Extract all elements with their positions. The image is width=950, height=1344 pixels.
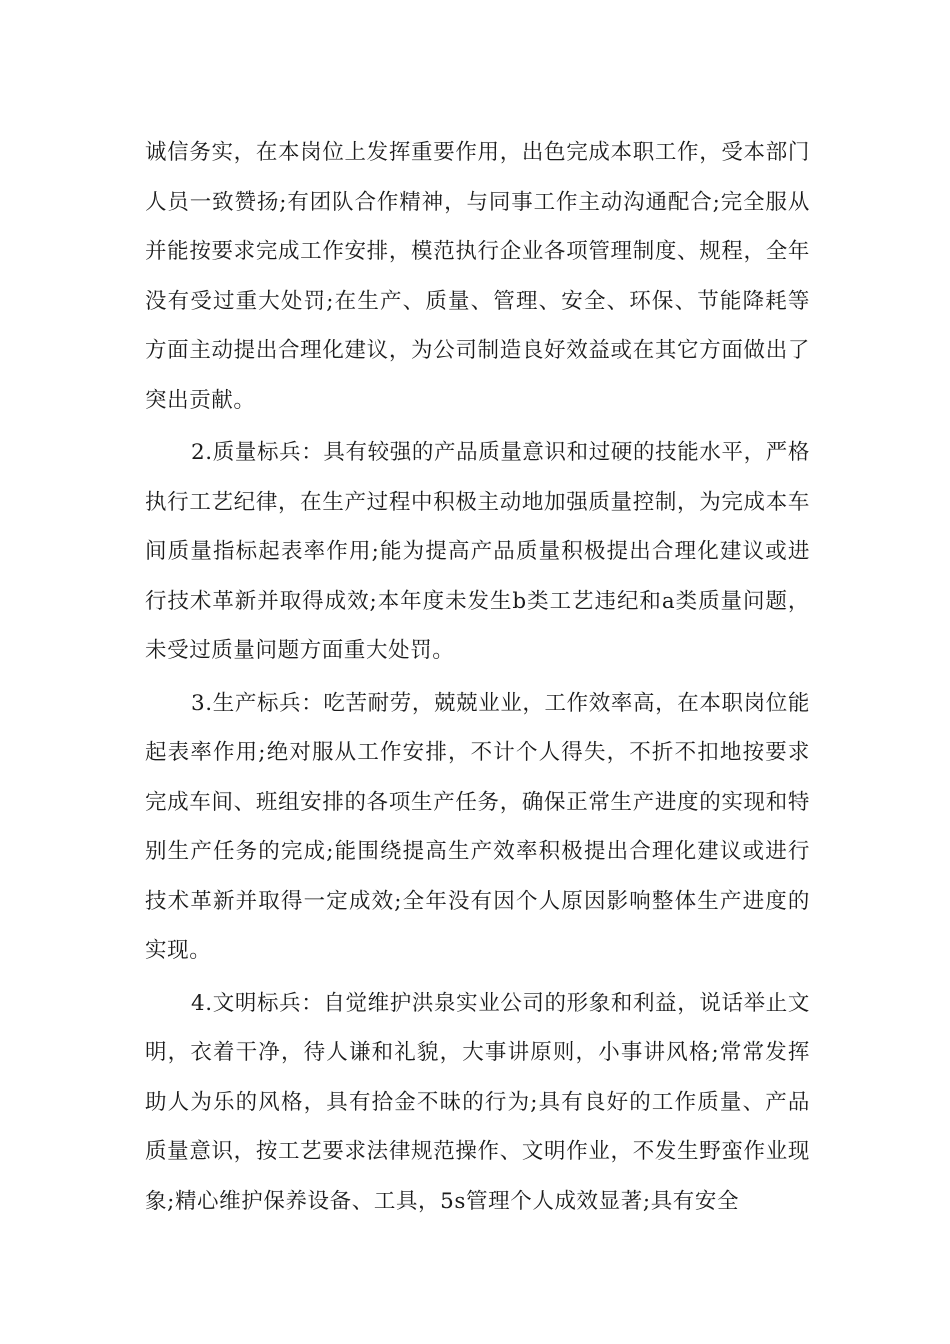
paragraph-civility-model: 4.文明标兵：自觉维护洪泉实业公司的形象和利益，说话举止文明，衣着干净，待人谦和礼貌，大事讲原则，小事讲风格;常常发挥助人为乐的风格，具有拾金不昧的行为;具有良好的工作质量、产品质量意识，按工艺要求法律规范操作、文明作业，不发生野蛮作业现象;精心维护保养设备、工具，5s管理个人成效显著;具有安全	[145, 990, 810, 1214]
paragraph-continuation: 诚信务实，在本岗位上发挥重要作用，出色完成本职工作，受本部门人员一致赞扬;有团队合作精神，与同事工作主动沟通配合;完全服从并能按要求完成工作安排，模范执行企业各项管理制度、规程，全年没有受过重大处罚;在生产、质量、管理、安全、环保、节能降耗等方面主动提出合理化建议，为公司制造良好效益或在其它方面做出了突出贡献。	[145, 140, 810, 413]
paragraph-quality-model: 2.质量标兵：具有较强的产品质量意识和过硬的技能水平，严格执行工艺纪律，在生产过程中积极主动地加强质量控制，为完成本车间质量指标起表率作用;能为提高产品质量积极提出合理化建议或进行技术革新并取得成效;本年度未发生b类工艺违纪和a类质量问题，未受过质量问题方面重大处罚。	[145, 440, 810, 663]
document-body	[145, 128, 810, 1229]
paragraph-production-model: 3.生产标兵：吃苦耐劳，兢兢业业，工作效率高，在本职岗位能起表率作用;绝对服从工作安排，不计个人得失，不折不扣地按要求完成车间、班组安排的各项生产任务，确保正常生产进度的实现和特别生产任务的完成;能围绕提高生产效率积极提出合理化建议或进行技术革新并取得一定成效;全年没有因个人原因影响整体生产进度的实现。	[145, 690, 810, 963]
